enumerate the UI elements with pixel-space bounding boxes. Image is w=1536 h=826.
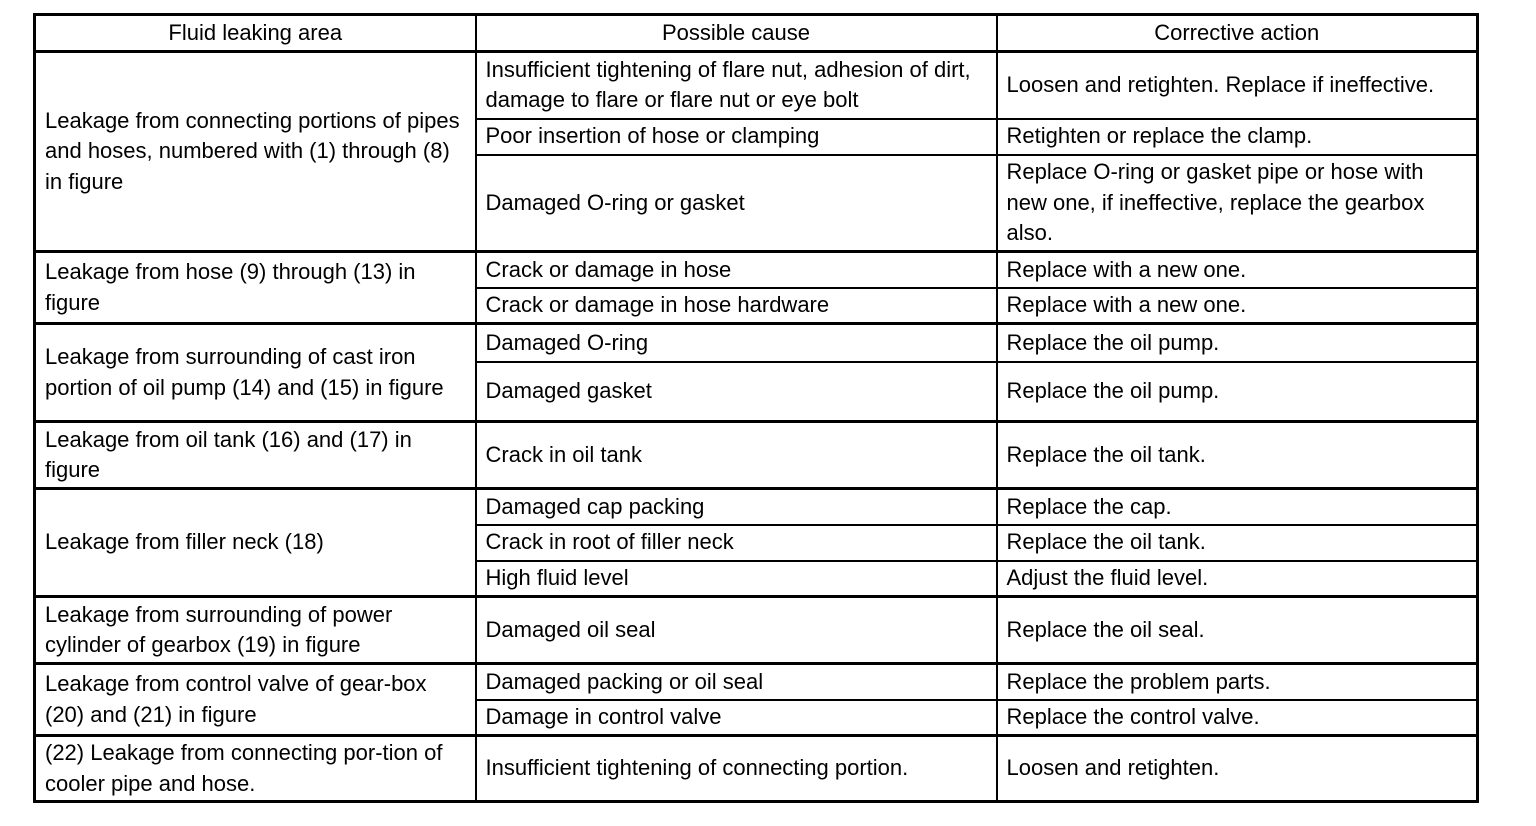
action-cell: Loosen and retighten. Replace if ineffective. [997,52,1478,119]
table-row [35,52,1478,119]
action-cell: Replace the oil pump. [997,362,1478,422]
cause-cell: Damaged cap packing [476,489,997,525]
cause-cell: Crack in oil tank [476,422,997,489]
table-row [35,252,1478,288]
troubleshooting-table [33,13,1479,803]
action-cell: Replace the oil tank. [997,422,1478,489]
action-cell: Adjust the fluid level. [997,561,1478,597]
header-possible-cause: Possible cause [476,15,997,52]
action-cell: Replace the cap. [997,489,1478,525]
table-row [35,489,1478,525]
table-row [35,422,1478,489]
action-cell: Replace the problem parts. [997,664,1478,700]
action-cell: Loosen and retighten. [997,736,1478,802]
table-row [35,324,1478,362]
action-cell: Replace the oil seal. [997,597,1478,664]
area-cell: Leakage from hose (9) through (13) in figure [35,252,476,324]
cause-cell: Crack or damage in hose [476,252,997,288]
cause-cell: Insufficient tightening of connecting portion. [476,736,997,802]
area-cell: Leakage from oil tank (16) and (17) in figure [35,422,476,489]
header-fluid-leaking-area: Fluid leaking area [35,15,476,52]
table-row [35,664,1478,700]
table-header-row [35,15,1478,52]
table-row [35,736,1478,802]
action-cell: Retighten or replace the clamp. [997,119,1478,155]
action-cell: Replace with a new one. [997,252,1478,288]
area-cell: Leakage from surrounding of power cylinder of gearbox (19) in figure [35,597,476,664]
cause-cell: High fluid level [476,561,997,597]
area-cell: Leakage from surrounding of cast iron portion of oil pump (14) and (15) in figure [35,324,476,422]
action-cell: Replace the oil tank. [997,525,1478,561]
cause-cell: Crack in root of filler neck [476,525,997,561]
area-cell: Leakage from connecting portions of pipes and hoses, numbered with (1) through (8) in figure [35,52,476,252]
cause-cell: Damaged O-ring [476,324,997,362]
cause-cell: Damaged gasket [476,362,997,422]
action-cell: Replace the oil pump. [997,324,1478,362]
header-corrective-action: Corrective action [997,15,1478,52]
area-cell: (22) Leakage from connecting por-tion of cooler pipe and hose. [35,736,476,802]
cause-cell: Poor insertion of hose or clamping [476,119,997,155]
cause-cell: Insufficient tightening of flare nut, adhesion of dirt, damage to flare or flare nut or eye bolt [476,52,997,119]
area-cell: Leakage from control valve of gear-box (20) and (21) in figure [35,664,476,736]
action-cell: Replace O-ring or gasket pipe or hose with new one, if ineffective, replace the gearbox also. [997,155,1478,252]
cause-cell: Damage in control valve [476,700,997,736]
cause-cell: Damaged oil seal [476,597,997,664]
action-cell: Replace with a new one. [997,288,1478,324]
table-row [35,597,1478,664]
action-cell: Replace the control valve. [997,700,1478,736]
cause-cell: Damaged packing or oil seal [476,664,997,700]
cause-cell: Damaged O-ring or gasket [476,155,997,252]
area-cell: Leakage from filler neck (18) [35,489,476,597]
cause-cell: Crack or damage in hose hardware [476,288,997,324]
